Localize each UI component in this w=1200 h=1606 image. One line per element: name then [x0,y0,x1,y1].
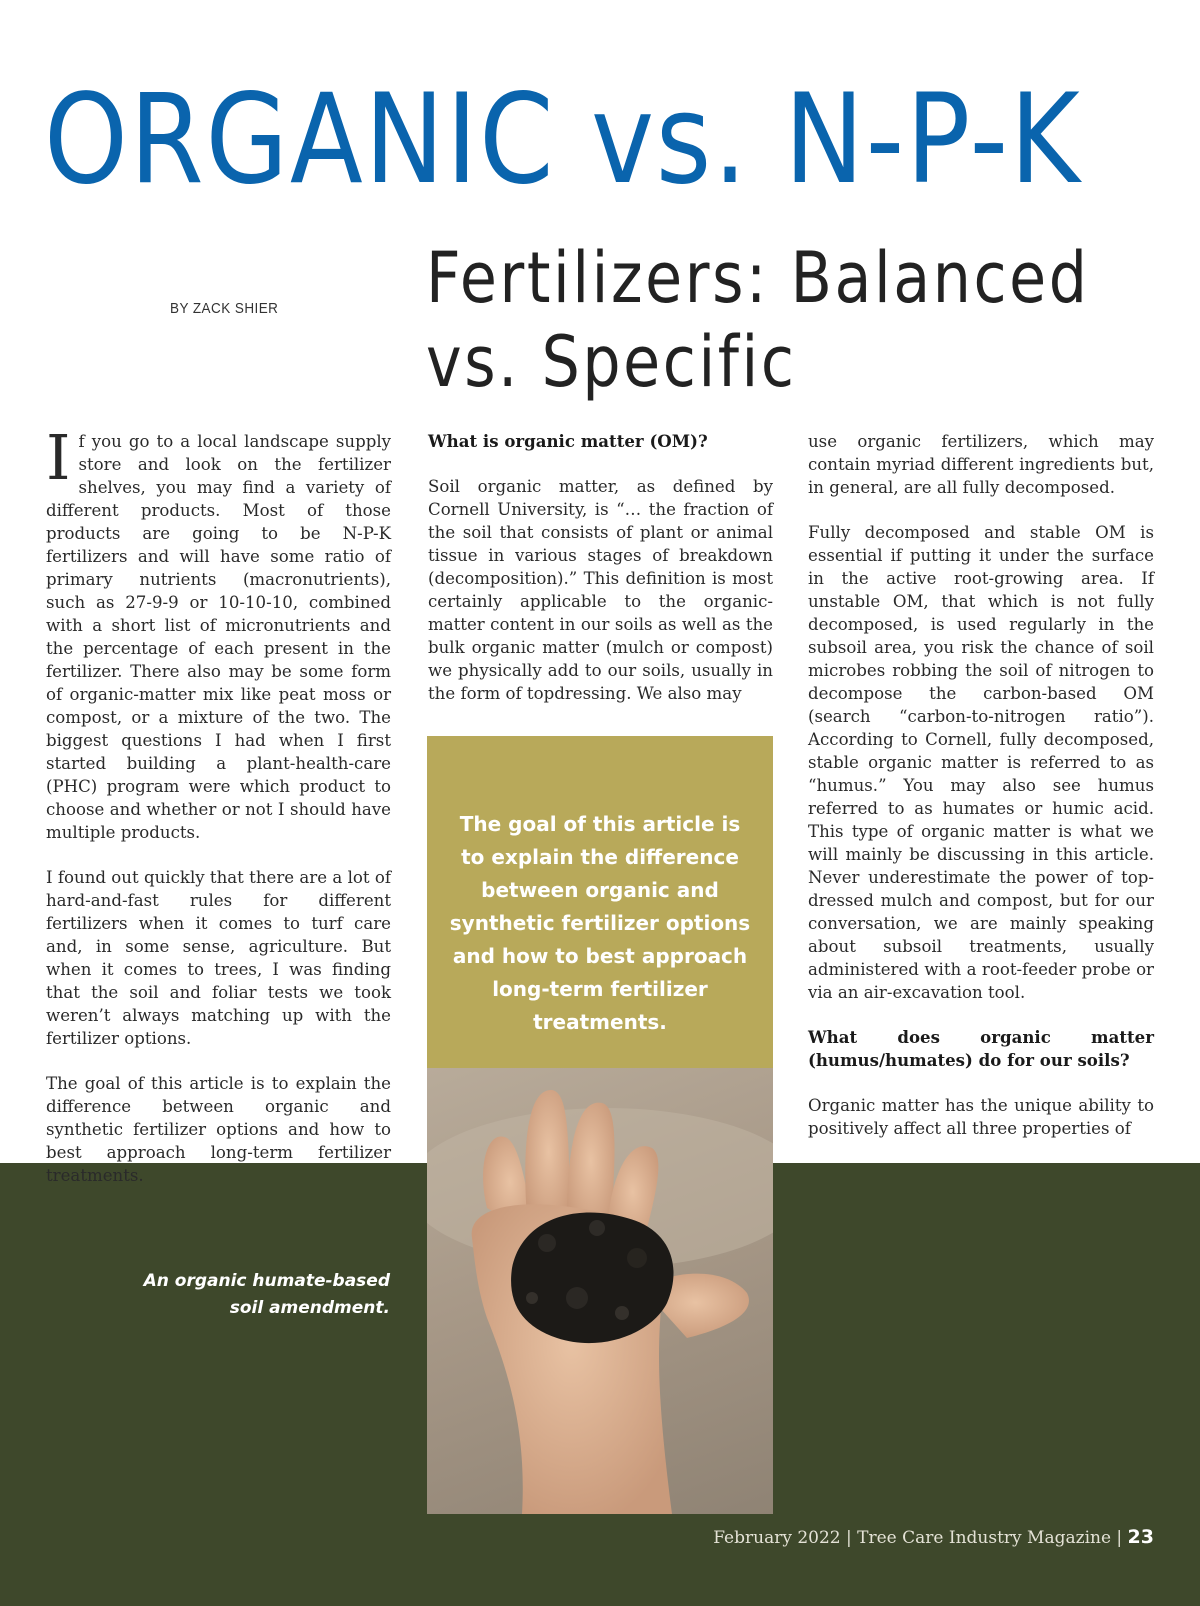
pull-quote-text: The goal of this article is to explain the difference between organic and synthetic fertilizer options and how to best approach long-term fertilizer treatments. [449,812,751,1034]
page-number: 23 [1127,1526,1154,1548]
hand-holding-soil-photo [427,1068,773,1514]
photo-caption: An organic humate-based soil amendment. [143,1271,390,1318]
paragraph: Fully decomposed and stable OM is essential if putting it under the surface in the active root-growing area. If unstable OM, that which is not fully decomposed, is used regularly in the subsoil area, you risk the chance of soil microbes robbing the soil of nitrogen to decompose the carbon-based OM (search “carbon-to-nitrogen ratio”). According to Cornell, fully decomposed, stable organic matter is referred to as “humus.” You may also see humus referred to as humates or humic acid. This type of organic matter is what we will mainly be discussing in this article. Never underestimate the power of top-dressed mulch and compost, but for our conversation, we are mainly speaking about subsoil treatments, usually administered with a root-feeder probe or via an air-excavation tool. [808,523,1154,1002]
column-3 [808,430,1154,1162]
hand-with-humate-illustration [427,1068,773,1514]
article-subtitle [426,236,1090,404]
paragraph: Soil organic matter, as defined by Cornell University, is “… the fraction of the soil that consists of plant or animal tissue in various stages of breakdown (decomposition).” This definition is most certainly applicable to the organic-matter content in our soils as well as the bulk organic matter (mulch or compost) we physically add to our soils, usually in the form of topdressing. We also may [428,477,773,703]
paragraph: Organic matter has the unique ability to positively affect all three properties of [808,1096,1154,1138]
column-2 [428,430,773,727]
footer-text: February 2022 | Tree Care Industry Magazine | [713,1528,1128,1548]
drop-cap: I [46,421,71,494]
paragraph: I found out quickly that there are a lot of hard-and-fast rules for different fertilizers when it comes to turf care and, in some sense, agriculture. But when it comes to trees, I was finding that the soil and foliar tests we took weren’t always matching up with the fertilizer options. [46,868,391,1048]
page-footer [713,1526,1154,1548]
section-heading: What is organic matter (OM)? [428,431,708,451]
subtitle-line-2: vs. Specific [426,321,797,403]
intro-paragraph [46,421,391,844]
byline: BY ZACK SHIER [170,300,279,317]
intro-text: f you go to a local landscape supply store and look on the fertilizer shelves, you may find a variety of different products. Most of those products are going to be N-P-K fertilizers and will have some ratio of primary nutrients (macronutrients), such as 27-9-9 or 10-10-10, combined with a short list of micronutrients and the percentage of each present in the fertilizer. There also may be some form of organic-matter mix like peat moss or compost, or a mixture of the two. The biggest questions I had when I first started building a plant-health-care (PHC) program were which product to choose and whether or not I should have multiple products. [46,432,391,842]
pull-quote-box [427,736,773,1068]
column-1 [46,421,391,1209]
paragraph: use organic fertilizers, which may contain myriad different ingredients but, in general, are all fully decomposed. [808,432,1154,497]
article-title: ORGANIC vs. N-P-K [44,68,1082,212]
subtitle-line-1: Fertilizers: Balanced [426,237,1090,319]
section-heading: What does organic matter (humus/humates) do for our soils? [808,1027,1154,1070]
paragraph: The goal of this article is to explain the difference between organic and synthetic fertilizer options and how to best approach long-term fertilizer treatments. [46,1074,391,1185]
